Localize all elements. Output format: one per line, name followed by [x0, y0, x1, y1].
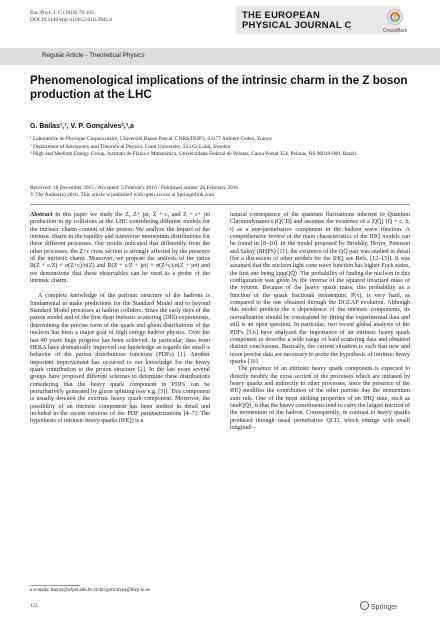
section-tag: Regular Article - Theoretical Physics — [42, 52, 145, 59]
publication-history — [30, 185, 420, 199]
footnote-divider — [30, 585, 80, 586]
crossmark-icon — [387, 9, 403, 25]
affiliation-3: ³ High and Medium Energy Group, Instituto de Física e Matemática, Universidade Federal de Pelotas, Caixa Postal 354, Pelotas, RS 96010-900, Brazil — [30, 151, 356, 157]
page-number: 123 — [30, 604, 38, 609]
abstract — [30, 212, 210, 285]
article-meta — [30, 10, 112, 24]
publisher-logo — [360, 601, 397, 611]
springer-horse-icon — [360, 601, 369, 610]
crossmark-badge[interactable] — [374, 9, 416, 34]
right-column — [230, 212, 410, 432]
body-paragraph: natural consequence of the quantum fluctuations inherent to Quantum Chromodynamics (QCD) and assumes the existence of a |QQ̄⟩ (Q = c, b, t) as a non-perturbative component in the hadron wave function. A comprehensive review of the main characteristics of the IHQ models can be found in [8–10]. In the model proposed by Brodsky, Hoyer, Peterson and Sakay (BHPS) [11], the existence of the QQ̄ pair was studied in detail (for a discussion of other models for the IHQ see Refs. [12–15]). It was assumed that the nucleon light cone wave function has higher Fock states, the first one being |qqqQQ̄⟩. The probability of finding the nucleon in this configuration was given by the inverse of the squared invariant mass of the system. Because of the heavy quark mass, this probability as a function of the quark fractional momentum, P(x), is very hard, as compared to the one obtained through the DGLAP evolution. Although this model predicts the x dependence of the intrinsic components, its normalization should be constrained by fitting the experimental data and still is an open question. In particular, two recent global analysis of the PDFs [5,6] have analyzed the importance of an intrinsic heavy quark component to describe a wide range of hard scattering data and obtained distinct conclusions. Basically, the current situation is such that new and more precise data are necessary to probe the hypothesis of intrinsic heavy quarks [16]. — [230, 212, 410, 365]
body-paragraph: A complete knowledge of the partonic structure of the hadrons is fundamental to make predictions for the Standard Model and to beyond Standard Model processes at hadron colliders. Since the early days of the parton model and of the first deep inelastic scattering (DIS) experiments, determining the precise form of the quark and gluon distributions of the nucleon has been a major goal of high energy hadron physics. Over the last 40 years huge progress has been achieved. In particular, data from HERA have dramatically improved our knowledge as regards the small-x behavior of the parton distributions functions (PDFs) [1]. Another important improvement has occurred to our knowledge for the heavy quark contribution to the proton structure [2]. In the last years several groups have proposed different schemes to determine these distributions considering that the heavy quark component in PDFs can be perturbatively generated by gluon splitting (see e.g. [3]). This component is usually denoted the extrinsic heavy quark component. Moreover, the possibility of an intrinsic component has been studied in detail and included in the recent versions of the PDF parametrizations [4–7]. The hypothesis of intrinsic heavy quarks (IHQ) is a — [30, 293, 210, 425]
abstract-text: In this paper we study the Z, Z+ jet, Z + c, and Z + c+ jet production in pp collisions at the LHC considering different models for the intrinsic charm content of the proton. We analyze the impact of the intrinsic charm in the rapidity and transverse momentum distributions for these different processes. Our results indicated that differently from the other processes, the Z+c cross section is strongly affected by the presence of the intrinsic charm. Moreover, we propose the analysis of the ratios R(Z + c/Z) ≡ σ(Z+c)/σ(Z) and R(Z + c/Z + jet) ≡ σ(Z+c)/σ(Z + jet) and we demonstrate that these observables can be used as a probe of the intrinsic charm. — [30, 212, 211, 285]
copyright: © The Author(s) 2016. This article is published with open access at Springerlink.com — [30, 192, 215, 198]
dates: Received: 18 December 2015 / Accepted: 5 February 2016 / Published online: 26 February 2016 — [30, 185, 239, 191]
left-column — [30, 212, 210, 426]
journal-name — [242, 10, 352, 30]
crossmark-label: CrossMark — [382, 28, 408, 34]
affiliations — [30, 136, 420, 159]
header-divider — [30, 204, 410, 205]
abstract-heading: Abstract — [30, 212, 53, 218]
journal-name-line2: PHYSICAL JOURNAL C — [242, 19, 352, 30]
affiliation-2: ² Department of Astronomy and Theoretical Physics, Lund University, 223 62 Lund, Sweden — [30, 143, 231, 150]
author-list: G. Bailas¹,³, V. P. Gonçalves²,³,a — [30, 123, 134, 130]
doi[interactable]: DOI 10.1140/epjc/s10052-016-3941-z — [30, 17, 113, 23]
citation: Eur. Phys. J. C (2016) 76:105 — [30, 10, 94, 16]
publisher-name: Springer — [371, 604, 398, 611]
footnote-email[interactable]: a e-mails: barros@ufpel.edu.br;victor.goncalves@thep.lu.se — [30, 588, 150, 593]
article-title: Phenomenological implications of the intrinsic charm in the Z boson production at the LHC — [30, 74, 408, 101]
body-paragraph: The presence of an intrinsic heavy quark component is expected to directly modify the cross section of the processes which are initiated by heavy quarks and indirectly to other processes, since the presence of the IHQ modifies the contribution of the other partons due the momentum sum rule. One of the most striking properties of an IHQ state, such as |uudQQ̄⟩, is that the heavy constituents tend to carry the largest fraction of the momentum of the hadron. Consequently, in contrast to heavy quarks produced through usual perturbative QCD, which emerge with small longitudi- — [230, 366, 410, 431]
affiliation-1: ¹ Laboratoire de Physique Corpusculaire, Université Blaise Pascal, CNRS/IN2P3, 63177 Aubière Cedex, France — [30, 136, 272, 142]
journal-name-line1: THE EUROPEAN — [242, 9, 321, 20]
